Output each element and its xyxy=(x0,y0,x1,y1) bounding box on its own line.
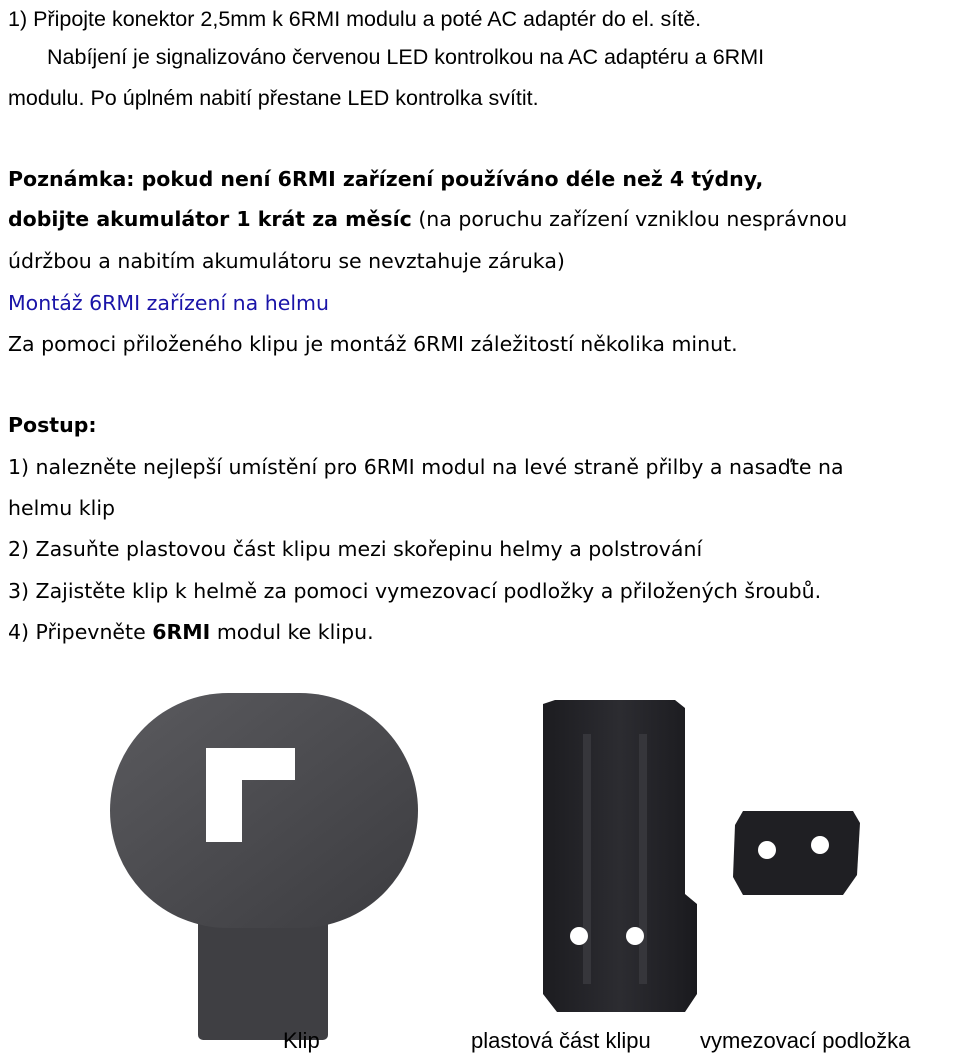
spacer-plate-body xyxy=(733,811,860,895)
caption-spacer: vymezovací podložka xyxy=(700,1028,911,1053)
note-line-1: Poznámka: pokud není 6RMI zařízení používáno déle než 4 týdny, xyxy=(8,167,764,191)
plastic-part-rib-right xyxy=(639,734,647,984)
procedure-step-4-post: modul ke klipu. xyxy=(210,620,374,644)
procedure-step-3: 3) Zajistěte klip k helmě za pomoci vymezovací podložky a přiložených šroubů. xyxy=(8,579,822,603)
plastic-part-rib-left xyxy=(583,734,591,984)
caption-clip: Klip xyxy=(283,1028,320,1053)
plastic-part-body xyxy=(543,700,697,1012)
mount-text: Za pomoci přiloženého klipu je montáž 6RMI záležitostí několika minut. xyxy=(8,332,738,356)
step-charge-line-3: modulu. Po úplném nabití přestane LED kontrolka svítit. xyxy=(8,86,539,110)
clip-photo xyxy=(90,680,430,1042)
note-line-2 xyxy=(8,204,847,234)
procedure-heading: Postup: xyxy=(8,413,97,437)
note-emphasis: dobijte akumulátor 1 krát za měsíc xyxy=(8,207,412,231)
procedure-step-1-line-2: helmu klip xyxy=(8,496,116,520)
procedure-step-1-line-1: 1) nalezněte nejlepší umístění pro 6RMI modul na levé straně přilby a nasaďte na xyxy=(8,455,844,479)
spacer-hole-left xyxy=(758,841,776,859)
procedure-step-2: 2) Zasuňte plastovou část klipu mezi skořepinu helmy a polstrování xyxy=(8,537,703,561)
plastic-part-hole-left xyxy=(570,927,588,945)
plastic-clip-part-photo xyxy=(535,694,715,1054)
clip-body xyxy=(110,693,418,928)
procedure-step-4-pre: 4) Připevněte xyxy=(8,620,153,644)
spacer-hole-right xyxy=(811,836,829,854)
mount-heading: Montáž 6RMI zařízení na helmu xyxy=(8,291,329,315)
step-charge-line-2: Nabíjení je signalizováno červenou LED kontrolkou na AC adaptéru a 6RMI xyxy=(47,45,765,69)
procedure-step-4-bold: 6RMI xyxy=(152,620,211,644)
procedure-step-4 xyxy=(8,617,374,647)
caption-plastic-part: plastová část klipu xyxy=(471,1028,651,1053)
spacer-plate-photo xyxy=(725,805,865,905)
note-line-3: údržbou a nabitím akumulátoru se nevztahuje záruka) xyxy=(8,249,565,273)
plastic-part-hole-right xyxy=(626,927,644,945)
step-charge-line-1: 1) Připojte konektor 2,5mm k 6RMI modulu a poté AC adaptér do el. sítě. xyxy=(8,7,702,31)
note-line-2-rest: (na poruchu zařízení vzniklou nesprávnou xyxy=(411,207,848,231)
